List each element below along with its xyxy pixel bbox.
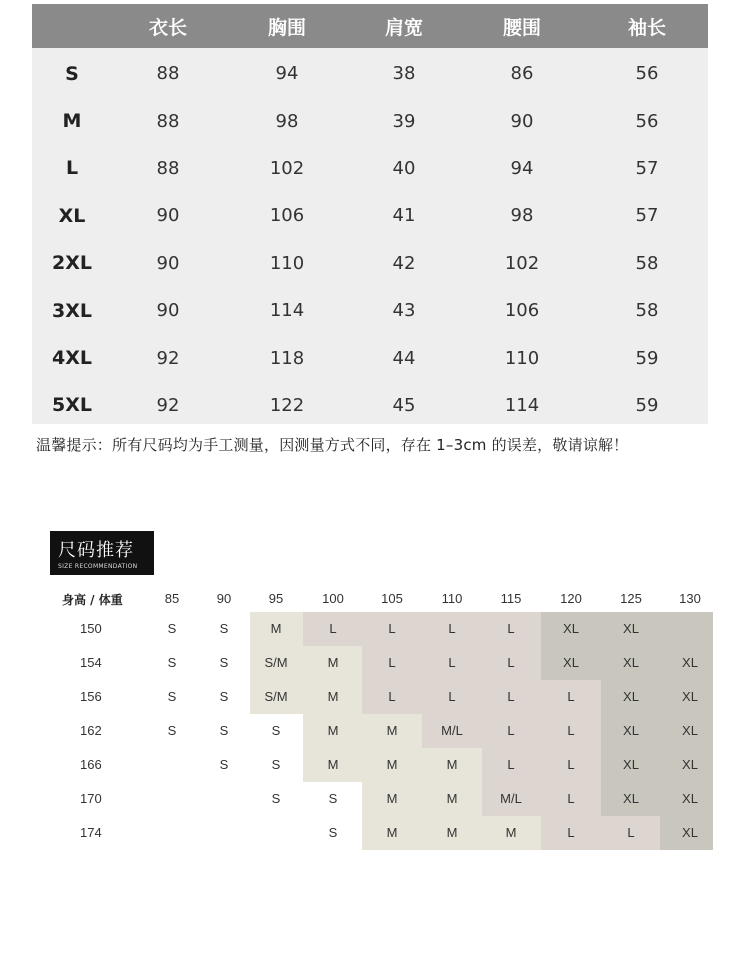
recommended-size: L: [567, 791, 575, 806]
weight-label: 110: [441, 591, 463, 606]
size-label: 4XL: [52, 347, 92, 370]
recommended-size: L: [448, 621, 456, 636]
measurement-cell: 43: [392, 300, 416, 322]
weight-label: 100: [322, 591, 344, 606]
size-label: 3XL: [52, 299, 92, 322]
header-cell: 袖长: [627, 16, 666, 39]
recommended-size: XL: [623, 723, 639, 738]
measurement-cell: 102: [269, 157, 305, 179]
measurement-cell: 118: [269, 347, 305, 369]
recommended-size: XL: [682, 655, 698, 670]
measurement-cell: 56: [635, 63, 659, 85]
size-label: 2XL: [52, 252, 92, 275]
recommended-size: XL: [682, 723, 698, 738]
recommended-size: XL: [623, 621, 639, 636]
measurement-cell: 58: [635, 300, 659, 322]
weight-label: 130: [679, 591, 701, 606]
measurement-cell: 102: [504, 252, 540, 274]
recommended-size: L: [567, 825, 575, 840]
measurement-cell: 44: [392, 347, 416, 369]
recommended-size: S: [167, 689, 177, 704]
recommended-size: XL: [623, 655, 639, 670]
recommended-size: L: [567, 723, 575, 738]
size-label: M: [62, 110, 82, 133]
recommended-size: M: [327, 655, 339, 670]
recommended-size: L: [388, 621, 396, 636]
recommended-size: XL: [563, 655, 579, 670]
recommended-size: M: [505, 825, 517, 840]
measurement-cell: 39: [392, 110, 416, 132]
weight-label: 105: [381, 591, 403, 606]
measurement-cell: 86: [510, 63, 534, 85]
measurement-cell: 42: [392, 252, 416, 274]
measurement-cell: 106: [504, 300, 540, 322]
recommendation-title: 尺码推荐: [58, 540, 134, 561]
recommended-size: L: [567, 689, 575, 704]
recommended-size: M/L: [500, 791, 522, 806]
recommended-size: S/M: [264, 655, 288, 670]
recommended-size: M: [386, 791, 398, 806]
height-weight-label: 身高 / 体重: [62, 593, 123, 607]
measurement-cell: 88: [156, 63, 180, 85]
measurement-cell: 114: [504, 394, 540, 416]
recommended-size: S: [328, 825, 338, 840]
recommended-size: L: [507, 621, 515, 636]
recommended-size: XL: [682, 791, 698, 806]
measurement-cell: 92: [156, 394, 180, 416]
recommended-size: M: [446, 757, 458, 772]
recommended-size: S: [219, 655, 229, 670]
recommended-size: S: [219, 689, 229, 704]
size-label: 5XL: [52, 394, 92, 417]
weight-label: 85: [164, 591, 180, 606]
measurement-cell: 94: [275, 63, 299, 85]
measurement-cell: 59: [635, 347, 659, 369]
recommended-size: M: [446, 825, 458, 840]
recommended-size: M: [327, 757, 339, 772]
measurement-cell: 88: [156, 157, 180, 179]
recommended-size: S: [167, 655, 177, 670]
height-label: 150: [80, 621, 102, 636]
recommended-size: S: [328, 791, 338, 806]
weight-label: 125: [620, 591, 642, 606]
header-cell: 衣长: [148, 16, 187, 39]
measurement-cell: 90: [510, 110, 534, 132]
height-label: 170: [80, 791, 102, 806]
recommended-size: M: [327, 723, 339, 738]
recommended-size: L: [388, 655, 396, 670]
recommended-size: M: [270, 621, 282, 636]
height-label: 156: [80, 689, 102, 704]
size-label: L: [65, 157, 79, 180]
measurement-cell: 98: [275, 110, 299, 132]
recommended-size: S/M: [264, 689, 288, 704]
measurement-cell: 40: [392, 157, 416, 179]
size-zone-cell: [660, 612, 713, 646]
recommended-size: L: [507, 757, 515, 772]
measurement-cell: 90: [156, 252, 180, 274]
height-label: 154: [80, 655, 102, 670]
recommended-size: S: [271, 723, 281, 738]
recommended-size: S: [219, 723, 229, 738]
measurement-cell: 57: [635, 157, 659, 179]
recommended-size: L: [448, 689, 456, 704]
header-cell: 腰围: [502, 16, 541, 39]
recommended-size: S: [167, 723, 177, 738]
recommended-size: M: [386, 757, 398, 772]
measurement-cell: 110: [504, 347, 540, 369]
recommended-size: S: [271, 791, 281, 806]
recommended-size: XL: [563, 621, 579, 636]
height-label: 166: [80, 757, 102, 772]
recommended-size: M/L: [441, 723, 463, 738]
recommended-size: M: [386, 825, 398, 840]
recommended-size: S: [271, 757, 281, 772]
recommended-size: XL: [682, 825, 698, 840]
height-label: 162: [80, 723, 102, 738]
recommended-size: XL: [682, 757, 698, 772]
weight-label: 120: [560, 591, 582, 606]
header-cell: 胸围: [267, 16, 306, 39]
measurement-cell: 41: [392, 205, 416, 227]
weight-label: 90: [216, 591, 232, 606]
measurement-cell: 38: [392, 63, 416, 85]
recommended-size: L: [329, 621, 337, 636]
recommended-size: L: [507, 723, 515, 738]
recommended-size: XL: [623, 791, 639, 806]
measurement-cell: 45: [392, 394, 416, 416]
measurement-cell: 88: [156, 110, 180, 132]
recommended-size: L: [507, 689, 515, 704]
measurement-tip: 温馨提示：所有尺码均为手工测量，因测量方式不同，存在 1–3cm 的误差，敬请谅解！: [36, 436, 629, 454]
height-label: 174: [80, 825, 102, 840]
measurement-cell: 106: [269, 205, 305, 227]
header-cell: 肩宽: [384, 16, 423, 39]
measurement-cell: 56: [635, 110, 659, 132]
measurement-cell: 58: [635, 252, 659, 274]
measurement-cell: 92: [156, 347, 180, 369]
measurement-cell: 59: [635, 394, 659, 416]
recommended-size: S: [219, 757, 229, 772]
recommended-size: XL: [623, 689, 639, 704]
weight-label: 95: [268, 591, 284, 606]
recommended-size: M: [386, 723, 398, 738]
measurement-cell: 90: [156, 300, 180, 322]
measurement-cell: 122: [269, 394, 305, 416]
recommended-size: L: [567, 757, 575, 772]
recommended-size: S: [167, 621, 177, 636]
recommended-size: XL: [623, 757, 639, 772]
measurement-cell: 110: [269, 252, 305, 274]
size-label: XL: [58, 204, 86, 227]
measurement-cell: 98: [510, 205, 534, 227]
recommended-size: M: [446, 791, 458, 806]
measurement-cell: 114: [269, 300, 305, 322]
recommended-size: L: [507, 655, 515, 670]
recommended-size: M: [327, 689, 339, 704]
size-label: S: [65, 62, 79, 85]
measurement-cell: 94: [510, 157, 534, 179]
recommended-size: L: [627, 825, 635, 840]
recommendation-subtitle: SIZE RECOMMENDATION: [58, 563, 138, 570]
recommended-size: XL: [682, 689, 698, 704]
recommended-size: L: [448, 655, 456, 670]
weight-label: 115: [500, 591, 522, 606]
measurement-cell: 57: [635, 205, 659, 227]
recommended-size: L: [388, 689, 396, 704]
measurement-cell: 90: [156, 205, 180, 227]
recommended-size: S: [219, 621, 229, 636]
